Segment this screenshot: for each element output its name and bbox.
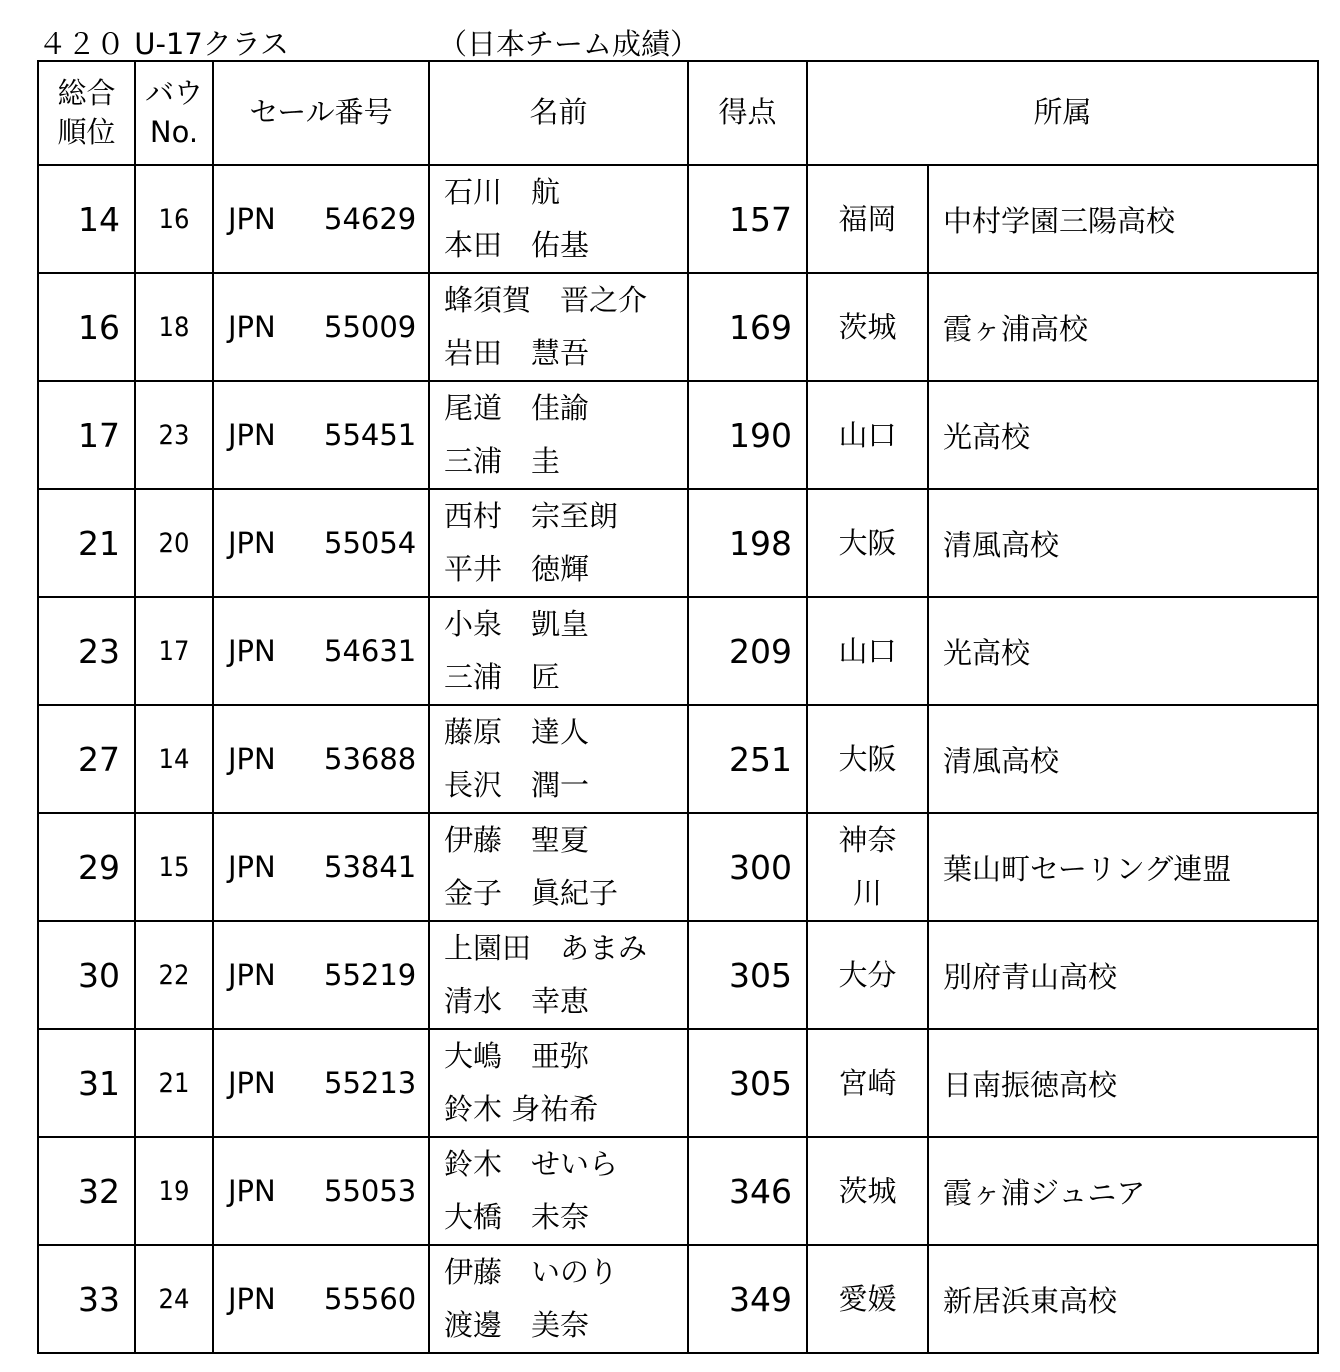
sail-number: 55054 (324, 526, 417, 560)
names-cell (429, 381, 688, 489)
prefecture-cell (807, 489, 928, 597)
rank-cell: 14 (38, 165, 135, 273)
sailor-name: 尾道 佳諭 (444, 391, 590, 425)
bow-number-cell: 20 (135, 489, 213, 597)
score-cell: 305 (688, 921, 807, 1029)
subtitle-text: （日本チーム成績） (438, 27, 700, 61)
team-cell: 日南振徳高校 (928, 1029, 1318, 1137)
score-cell: 251 (688, 705, 807, 813)
bow-number-cell: 16 (135, 165, 213, 273)
score-cell: 209 (688, 597, 807, 705)
table-row (38, 1245, 1318, 1353)
sailor-name: 鈴木 せいら (444, 1147, 619, 1181)
sailor-name: 上園田 あまみ (444, 931, 648, 965)
rank-cell: 17 (38, 381, 135, 489)
table-row (38, 597, 1318, 705)
header-rank: 総合 順位 (38, 61, 135, 165)
score-cell: 300 (688, 813, 807, 921)
names-cell (429, 1245, 688, 1353)
sail-number: 54631 (324, 634, 417, 668)
sailor-name: 平井 徳輝 (444, 552, 590, 586)
rank-cell: 16 (38, 273, 135, 381)
sail-prefix: JPN (228, 1066, 276, 1100)
bow-number-cell: 14 (135, 705, 213, 813)
bow-number-cell: 18 (135, 273, 213, 381)
sail-number-cell (213, 273, 429, 381)
sail-prefix: JPN (228, 742, 276, 776)
header-name: 名前 (429, 61, 688, 165)
results-table (37, 60, 1319, 1354)
rank-cell: 33 (38, 1245, 135, 1353)
sailor-name: 渡邊 美奈 (444, 1308, 590, 1342)
names-cell (429, 1029, 688, 1137)
sailor-name: 清水 幸恵 (444, 984, 590, 1018)
team-cell: 霞ヶ浦高校 (928, 273, 1318, 381)
team-cell: 清風高校 (928, 489, 1318, 597)
prefecture-line: 茨城 (838, 309, 897, 344)
prefecture-cell (807, 381, 928, 489)
header-sail-number: セール番号 (213, 61, 429, 165)
team-cell: 光高校 (928, 597, 1318, 705)
names-cell (429, 1137, 688, 1245)
sailor-name: 三浦 匠 (444, 660, 561, 694)
prefecture-cell (807, 813, 928, 921)
prefecture-line: 神奈 (838, 823, 897, 857)
sail-number-cell (213, 165, 429, 273)
prefecture-line: 川 (852, 876, 882, 910)
prefecture-cell (807, 165, 928, 273)
sailor-name: 伊藤 聖夏 (444, 823, 590, 857)
sailor-name: 小泉 凱皇 (444, 607, 590, 641)
prefecture-cell (807, 1245, 928, 1353)
sailor-name: 大橋 未奈 (444, 1200, 590, 1234)
team-cell: 別府青山高校 (928, 921, 1318, 1029)
sail-number: 55451 (324, 418, 417, 452)
sail-number-cell (213, 921, 429, 1029)
sail-number-cell (213, 489, 429, 597)
sail-number: 55560 (324, 1282, 417, 1316)
rank-cell: 32 (38, 1137, 135, 1245)
sailor-name: 大嶋 亜弥 (444, 1039, 590, 1073)
sailor-name: 鈴木 身祐希 (444, 1092, 599, 1126)
score-cell: 349 (688, 1245, 807, 1353)
prefecture-line: 宮崎 (838, 1065, 897, 1100)
sailor-name: 金子 眞紀子 (444, 876, 619, 910)
sailor-name: 石川 航 (444, 175, 561, 209)
sailor-name: 岩田 慧吾 (444, 336, 590, 370)
prefecture-line: 大阪 (838, 525, 897, 560)
table-row (38, 381, 1318, 489)
prefecture-cell (807, 273, 928, 381)
rank-cell: 21 (38, 489, 135, 597)
table-row (38, 273, 1318, 381)
names-cell (429, 921, 688, 1029)
bow-number-cell: 21 (135, 1029, 213, 1137)
rank-cell: 29 (38, 813, 135, 921)
bow-number-cell: 23 (135, 381, 213, 489)
header-bow: バウ No. (135, 61, 213, 165)
table-row (38, 921, 1318, 1029)
sailor-name: 本田 佑基 (444, 228, 590, 262)
team-cell: 清風高校 (928, 705, 1318, 813)
score-cell: 169 (688, 273, 807, 381)
sail-number: 55009 (324, 310, 417, 344)
prefecture-cell (807, 921, 928, 1029)
team-cell: 葉山町セーリング連盟 (928, 813, 1318, 921)
rank-cell: 30 (38, 921, 135, 1029)
table-row (38, 489, 1318, 597)
sail-number: 53688 (324, 742, 417, 776)
sailor-name: 西村 宗至朗 (444, 499, 619, 533)
prefecture-line: 山口 (838, 417, 897, 452)
sail-number: 53841 (324, 850, 417, 884)
bow-number-cell: 22 (135, 921, 213, 1029)
rank-cell: 31 (38, 1029, 135, 1137)
sail-prefix: JPN (228, 418, 276, 452)
sail-prefix: JPN (228, 202, 276, 236)
sail-number-cell (213, 1029, 429, 1137)
sailor-name: 蜂須賀 晋之介 (444, 283, 648, 317)
sail-prefix: JPN (228, 526, 276, 560)
names-cell (429, 705, 688, 813)
sail-number: 55053 (324, 1174, 417, 1208)
rank-cell: 27 (38, 705, 135, 813)
sail-number-cell (213, 1245, 429, 1353)
sail-prefix: JPN (228, 1282, 276, 1316)
names-cell (429, 165, 688, 273)
prefecture-cell (807, 597, 928, 705)
bow-number-cell: 17 (135, 597, 213, 705)
names-cell (429, 597, 688, 705)
table-row (38, 165, 1318, 273)
sail-prefix: JPN (228, 634, 276, 668)
table-row (38, 705, 1318, 813)
sail-prefix: JPN (228, 958, 276, 992)
page-title (38, 22, 700, 61)
sail-prefix: JPN (228, 850, 276, 884)
table-row (38, 1137, 1318, 1245)
team-cell: 光高校 (928, 381, 1318, 489)
table-row (38, 813, 1318, 921)
prefecture-cell (807, 1029, 928, 1137)
prefecture-line: 大阪 (838, 741, 897, 776)
team-cell: 霞ヶ浦ジュニア (928, 1137, 1318, 1245)
team-cell: 新居浜東高校 (928, 1245, 1318, 1353)
prefecture-cell (807, 705, 928, 813)
prefecture-line: 茨城 (838, 1173, 897, 1208)
bow-number-cell: 24 (135, 1245, 213, 1353)
rank-cell: 23 (38, 597, 135, 705)
sail-number-cell (213, 381, 429, 489)
prefecture-line: 山口 (838, 633, 897, 668)
prefecture-cell (807, 1137, 928, 1245)
prefecture-line: 福岡 (838, 201, 897, 236)
header-score: 得点 (688, 61, 807, 165)
prefecture-line: 愛媛 (838, 1281, 897, 1316)
sail-number-cell (213, 597, 429, 705)
sail-number-cell (213, 705, 429, 813)
sail-number: 55213 (324, 1066, 417, 1100)
sailor-name: 藤原 達人 (444, 715, 590, 749)
header-affiliation: 所属 (807, 61, 1318, 165)
sailor-name: 伊藤 いのり (444, 1255, 619, 1289)
team-cell: 中村学園三陽高校 (928, 165, 1318, 273)
score-cell: 198 (688, 489, 807, 597)
title-text: ４２０ U-17クラス (38, 27, 289, 61)
sail-prefix: JPN (228, 310, 276, 344)
names-cell (429, 273, 688, 381)
names-cell (429, 813, 688, 921)
bow-number-cell: 15 (135, 813, 213, 921)
sail-prefix: JPN (228, 1174, 276, 1208)
score-cell: 346 (688, 1137, 807, 1245)
sailor-name: 三浦 圭 (444, 444, 561, 478)
score-cell: 190 (688, 381, 807, 489)
names-cell (429, 489, 688, 597)
score-cell: 157 (688, 165, 807, 273)
prefecture-line: 大分 (838, 957, 897, 992)
sail-number: 55219 (324, 958, 417, 992)
table-row (38, 1029, 1318, 1137)
score-cell: 305 (688, 1029, 807, 1137)
bow-number-cell: 19 (135, 1137, 213, 1245)
sailor-name: 長沢 潤一 (444, 768, 590, 802)
sail-number-cell (213, 813, 429, 921)
header-row (38, 61, 1318, 165)
sail-number-cell (213, 1137, 429, 1245)
sail-number: 54629 (324, 202, 417, 236)
